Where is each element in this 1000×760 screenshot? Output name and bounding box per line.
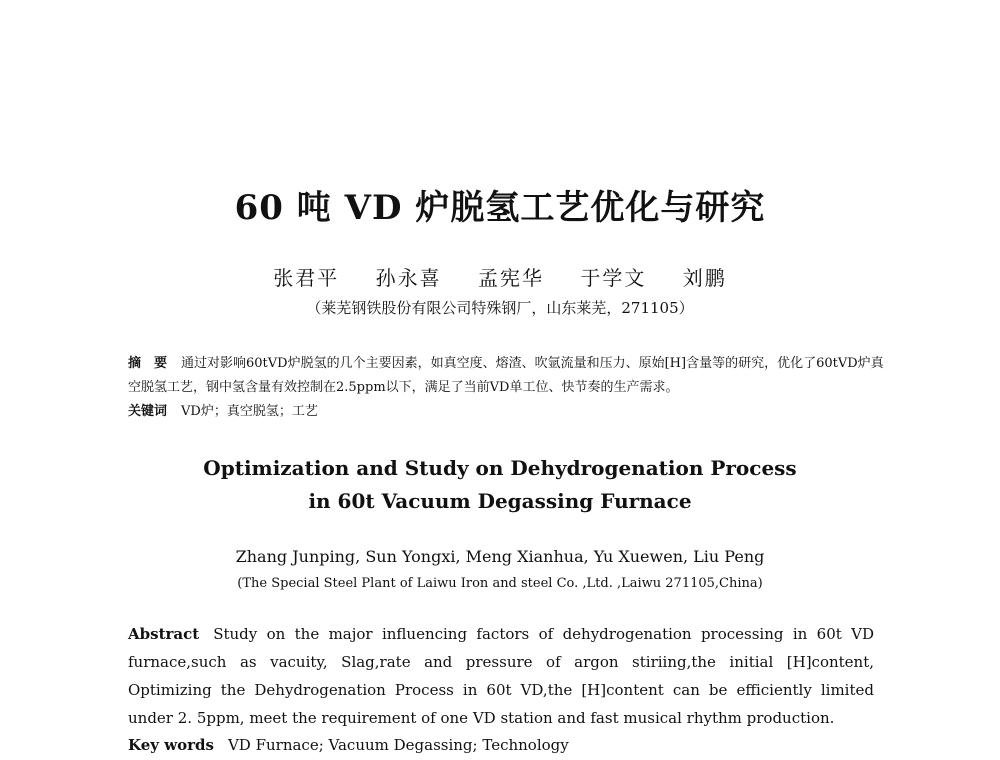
- author-name: 孟宪华: [478, 266, 544, 290]
- english-keywords-label: Key words: [128, 736, 214, 754]
- english-authors: Zhang Junping, Sun Yongxi, Meng Xianhua, Yu Xuewen, Liu Peng: [235, 547, 765, 566]
- english-keywords-text: VD Furnace; Vacuum Degassing; Technology: [227, 736, 569, 754]
- chinese-authors: [0, 262, 1000, 291]
- chinese-keywords-label: 关键词: [128, 404, 168, 419]
- chinese-keywords: [128, 400, 888, 424]
- chinese-affiliation: （莱芜钢铁股份有限公司特殊钢厂，山东莱芜，271105）: [306, 299, 694, 317]
- english-abstract-text: Study on the major influencing factors of dehydrogenation processing in 60t VD furnace,such as vacuity, Slag,rate and pressure of argon stiriing,the initial [H]content, Optimizing the Dehydrogenation Process in 60t VD,the [H]content can be efficiently limited under 2. 5ppm, meet the requirement of one VD station and fast musical rhythm production.: [128, 625, 874, 727]
- english-keywords: [128, 731, 874, 759]
- chinese-abstract-text: 通过对影响60tVD炉脱氢的几个主要因素，如真空度、熔渣、吹氩流量和压力、原始[H]含量等的研究，优化了60tVD炉真空脱氢工艺，钢中氢含量有效控制在2.5ppm以下，满足了当前VD单工位、快节奏的生产需求。: [128, 356, 884, 395]
- author-name: 张君平: [273, 266, 340, 290]
- chinese-keywords-text: VD炉；真空脱氢；工艺: [181, 404, 318, 419]
- author-name: 刘鹏: [682, 266, 727, 290]
- chinese-title: 60 吨 VD 炉脱氢工艺优化与研究: [234, 188, 766, 228]
- author-name: 于学文: [580, 266, 647, 290]
- author-name: 孙永喜: [375, 266, 442, 290]
- english-title-line-2: in 60t Vacuum Degassing Furnace: [308, 489, 692, 513]
- english-affiliation: (The Special Steel Plant of Laiwu Iron and steel Co. ,Ltd. ,Laiwu 271105,China): [237, 576, 763, 591]
- english-title: [0, 452, 1000, 518]
- chinese-abstract-label: 摘 要: [128, 356, 168, 371]
- chinese-abstract: [128, 352, 888, 400]
- english-title-line-1: Optimization and Study on Dehydrogenation Process: [203, 456, 797, 480]
- english-abstract: [128, 620, 874, 732]
- english-abstract-label: Abstract: [128, 625, 200, 643]
